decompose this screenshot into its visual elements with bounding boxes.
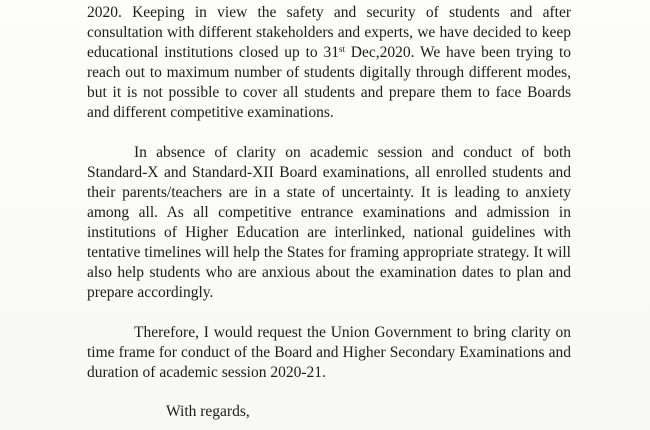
text-line: Standard-X and Standard-XII Board examinations, all enrolled students and xyxy=(87,164,571,181)
text-line: consultation with different stakeholders and experts, we have decided to keep xyxy=(87,24,571,41)
paragraph-uncertainty xyxy=(87,143,571,303)
paragraph-school-closure xyxy=(87,3,571,123)
text-fragment: educational institutions closed up to 31 xyxy=(87,44,339,61)
text-line: prepare accordingly. xyxy=(87,284,214,301)
text-line: their parents/teachers are in a state of uncertainty. It is leading to anxiety xyxy=(87,184,571,201)
text-line: 2020. Keeping in view the safety and security of students and after xyxy=(87,4,571,21)
text-line: and different competitive examinations. xyxy=(87,104,334,121)
text-line: reach out to maximum number of students digitally through different modes, xyxy=(87,64,571,81)
text-line: institutions of Higher Education are interlinked, national guidelines with xyxy=(87,224,571,241)
text-line: Therefore, I would request the Union Government to bring clarity on xyxy=(134,324,571,341)
text-line: duration of academic session 2020-21. xyxy=(87,364,326,381)
closing-salutation: With regards, xyxy=(166,403,250,420)
text-line: In absence of clarity on academic session and conduct of both xyxy=(134,144,571,161)
text-line: but it is not possible to cover all students and prepare them to face Boards xyxy=(87,84,571,101)
text-line: also help students who are anxious about the examination dates to plan and xyxy=(87,264,571,281)
text-line xyxy=(87,43,571,63)
ordinal-suffix: st xyxy=(338,44,345,54)
text-line: time frame for conduct of the Board and Higher Secondary Examinations and xyxy=(87,344,571,361)
paragraph-request xyxy=(87,323,571,383)
text-line: tentative timelines will help the States for framing appropriate strategy. It will xyxy=(87,244,571,261)
text-fragment: Dec,2020. We have been trying to xyxy=(344,44,571,61)
text-line: among all. As all competitive entrance examinations and admission in xyxy=(87,204,571,221)
